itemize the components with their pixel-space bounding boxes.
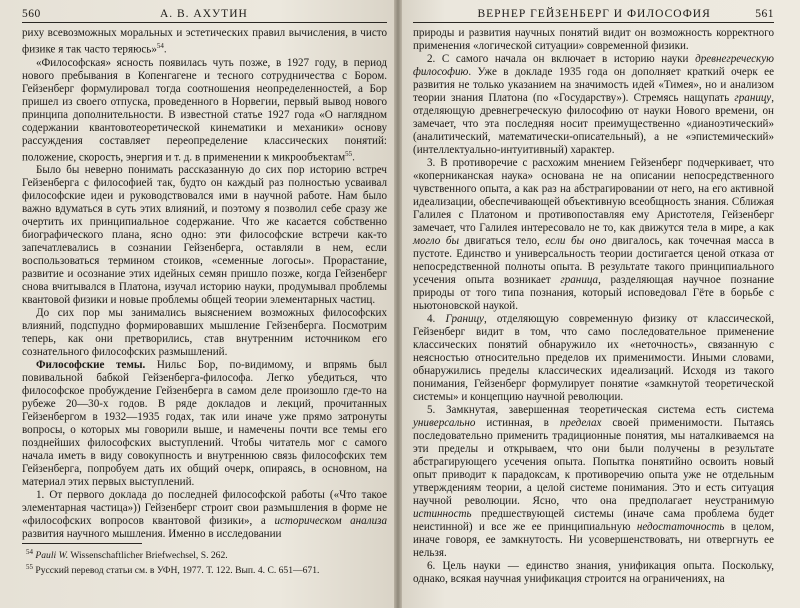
left-page-number: 560 <box>22 8 41 20</box>
text-run: природы и развития научных понятий видит он возможность корректного применения «логической ситуации» современной физики. <box>413 27 774 52</box>
footnote-author: Pauli W. <box>33 550 69 562</box>
text-run: риху всевозможных моральных и эстетических правил вычисления, в чисто физике я так часто теряюсь» <box>22 27 387 56</box>
text-run: Границу <box>445 313 484 325</box>
footnote-text: Wissenschaftlicher Briefwechsel, S. 262. <box>68 550 228 562</box>
paragraph <box>413 27 774 53</box>
paragraph <box>413 53 774 157</box>
paragraph <box>22 307 387 359</box>
left-running-title: А. В. АХУТИН <box>159 8 248 20</box>
paragraph <box>413 404 774 560</box>
text-run: , отделяющую современную физику от классической, Гейзенберг видит в том, что само последовательное применение классических понятий обнаружило их «неточность», связанную с неясностью относительно пределов их применимости. Иными словами, обнаружились пределы классических идеализаций. Исходя из такого понимания, Гейзенберг формулирует понятие «замкнутой теоретической системы» и концепцию научной революции. <box>413 313 775 403</box>
right-page <box>397 0 800 608</box>
text-run: , отделяющую древнегреческую философию от науки Нового времени, он замечает, что эта последняя носит преимущественно «дианоэтический» (аналитический, математически-описательный), а не «эпистемический» (интеллектуально-интуитивный) характер. <box>413 92 774 156</box>
paragraph <box>413 157 774 313</box>
footnote-number: 54 <box>26 548 33 556</box>
paragraph <box>22 57 387 165</box>
paragraph <box>413 560 774 586</box>
text-run: истинная, в <box>475 417 560 429</box>
left-running-head <box>22 8 387 23</box>
paragraph <box>22 359 387 489</box>
book-gutter <box>394 0 402 608</box>
text-run: истинность <box>413 508 472 520</box>
text-run: До сих пор мы занимались выяснением возможных философских влияний, подспудно формировавших мышление Гейзенберга. Посмотрим теперь, как они претворились, став внутренним источником его сознательного философских размышлений. <box>22 307 387 359</box>
text-run: . <box>352 151 355 164</box>
text-run: Философские темы. <box>36 359 146 372</box>
footnote-number: 55 <box>26 562 33 571</box>
right-page-number: 561 <box>755 8 774 20</box>
paragraph <box>413 313 774 404</box>
right-body-text <box>413 27 774 586</box>
right-running-head <box>413 8 774 23</box>
footnote-text: Русский перевод статьи см. в УФН, 1977. Т. 122. Вып. 4. С. 651—671. <box>33 564 320 576</box>
text-run: границу <box>734 92 772 104</box>
text-run: в целом, иначе говоря, ее замкнутость. Ни усовершенствовать, ни отвергнуть ее нельзя. <box>413 521 775 559</box>
footnote-ref: 54 <box>156 42 164 50</box>
text-run: 3. В противоречие с расхожим мнением Гейзенберг подчеркивает, что «коперниканская наука» основана не на описании непосредственного чувственного опыта, а как раз на абстрагировании от него, на его активной идеализации, обеспечивающей объективную всеобщность знания. Сближая Галилея с Платоном и противопоставляя ему Аристотеля, Гейзенберг замечает, что Галилея интересовало не то, как движутся тела в мире, а как <box>413 157 774 234</box>
text-run: 6. Цель науки — единство знания, унификация опыта. Поскольку, однако, всякая научная унификация строится на ограничениях, на <box>413 560 774 585</box>
paragraph <box>22 27 387 57</box>
text-run: граница <box>560 274 599 286</box>
text-run: Было бы неверно понимать рассказанную до сих пор историю встреч Гейзенберга с философией так, будто он каждый раз полностью усваивал философские идеи и руководствовался ими в научной работе. Нам было важно вдуматься в суть этих влияний, и поэтому я позволил себе сразу же очертить их принципиальное содержание. Что же касается собственно биографического плана, ясно одно: эти философские встречи как-то запечатлевались в сознании Гейзенберга, оставляли в нем, если воспользоваться термином стоиков, «семенные логосы». Прорастание, развитие и осознание этих идейных семян пришло позже, когда Гейзенберг снова вчитывался в Платона, изучал историю науки, продумывал проблемы квантовой физики и новые проблемы общей теории элементарных частиц. <box>22 164 387 307</box>
left-page <box>0 0 397 608</box>
text-run: если бы оно <box>545 235 607 247</box>
text-run: недостаточность <box>636 521 725 533</box>
text-run: . Уже в докладе 1935 года он дополняет краткий очерк ее развития не только указанием на значимость идей «Тимея», но и анализом теории знания Платона (по «Государству»). Стремясь нащупать <box>413 66 774 104</box>
text-run: двигаться тело, <box>459 235 546 247</box>
text-run: Нильс Бор, по-видимому, и впрямь был повивальной бабкой Гейзенберга-философа. Легко убедиться, что философское пробуждение Гейзенберга в самом деле произошло где-то на рубеже 20—30-х годов. В ряде докладов и лекций, прочитанных Гейзенбергом в 1932—1935 годах, так или иначе уже прямо затронуты вопросы, о которых мы говорили выше, и намечены почти все темы его позднейших философских выступлений. Чтобы читатель мог с самого начала иметь в виду совокупность и внутреннюю связь философских тем Гейзенберга, попробуем дать их общий очерк, опираясь, в основном, на материал этих первых выступлений. <box>22 359 388 489</box>
right-running-title: ВЕРНЕР ГЕЙЗЕНБЕРГ И ФИЛОСОФИЯ <box>477 8 711 20</box>
text-run: древнегреческую философию <box>413 53 774 78</box>
text-run: своей применимости. Пытаясь последовательно применить традиционные понятия, мы наталкиваемся на эти пределы и открываем, что они были получены в результате абстрагирующего усечения опыта. Попытка понятийно освоить новый опыт приводит к парадоксам, к противоречию опыта уже не отдельным утверждениям теории, а целой системе понимания. Это и есть ситуация научной революции. Ясно, что она предполагает неустранимую <box>413 417 774 507</box>
text-run: 4. <box>427 313 446 325</box>
paragraph <box>22 164 387 307</box>
footnote <box>22 562 387 577</box>
text-run: пределах <box>559 417 602 429</box>
footnote-rule <box>22 543 142 544</box>
text-run: могло бы <box>413 235 460 247</box>
text-run: «Философская» ясность появилась чуть позже, в 1927 году, в период нового пребывания в Копенгагене и тесного сотрудничества с Бором. Гейзенберг формулировал тогда соотношения неопределенностей, а Бор пришел из своего отпуска, проведенного в Норвегии, первый вывод нового принципа дополнительности. В известной статье 1927 года «О наглядном содержании квантовотеоретической кинематики и механики» основу рассуждения составляет переопределение классических понятий: положение, скорость, энергия и т. д. в применении к микрообъектам <box>22 56 387 164</box>
footnotes <box>22 543 387 576</box>
text-run: 1. От первого доклада до последней философской работы («Что такое элементарная частица»)) Гейзенберг строит свои размышления в форме не «философских вопросов квантовой физики», а <box>22 489 387 528</box>
text-run: универсально <box>413 417 476 429</box>
text-run: двигалось, как точечная масса в пустоте. Единство и универсальность теории достигается ценой отказа от непосредственной полноты опыта. В результате такого принципиального усечения опыта возникает <box>413 235 775 286</box>
text-run: предшествующей системы (иначе сама проблема будет неистинной) и все же ее принципиальную <box>413 508 774 533</box>
left-body-text <box>22 27 387 541</box>
text-run: развития научного мышления. Именно в исследовании <box>22 528 282 541</box>
text-run: . <box>163 43 167 56</box>
text-run: 5. Замкнутая, завершенная теоретическая система есть система <box>427 404 774 416</box>
footnote <box>22 547 387 562</box>
paragraph <box>22 489 387 541</box>
text-run: историческом анализа <box>274 515 387 528</box>
footnote-ref: 55 <box>345 149 353 158</box>
text-run: 2. С самого начала он включает в историю науки <box>427 53 696 65</box>
text-run: , разделяющая научное познание природы от того типа познания, который исповедовал Гёте в борьбе с ньютоновской наукой. <box>413 274 774 312</box>
